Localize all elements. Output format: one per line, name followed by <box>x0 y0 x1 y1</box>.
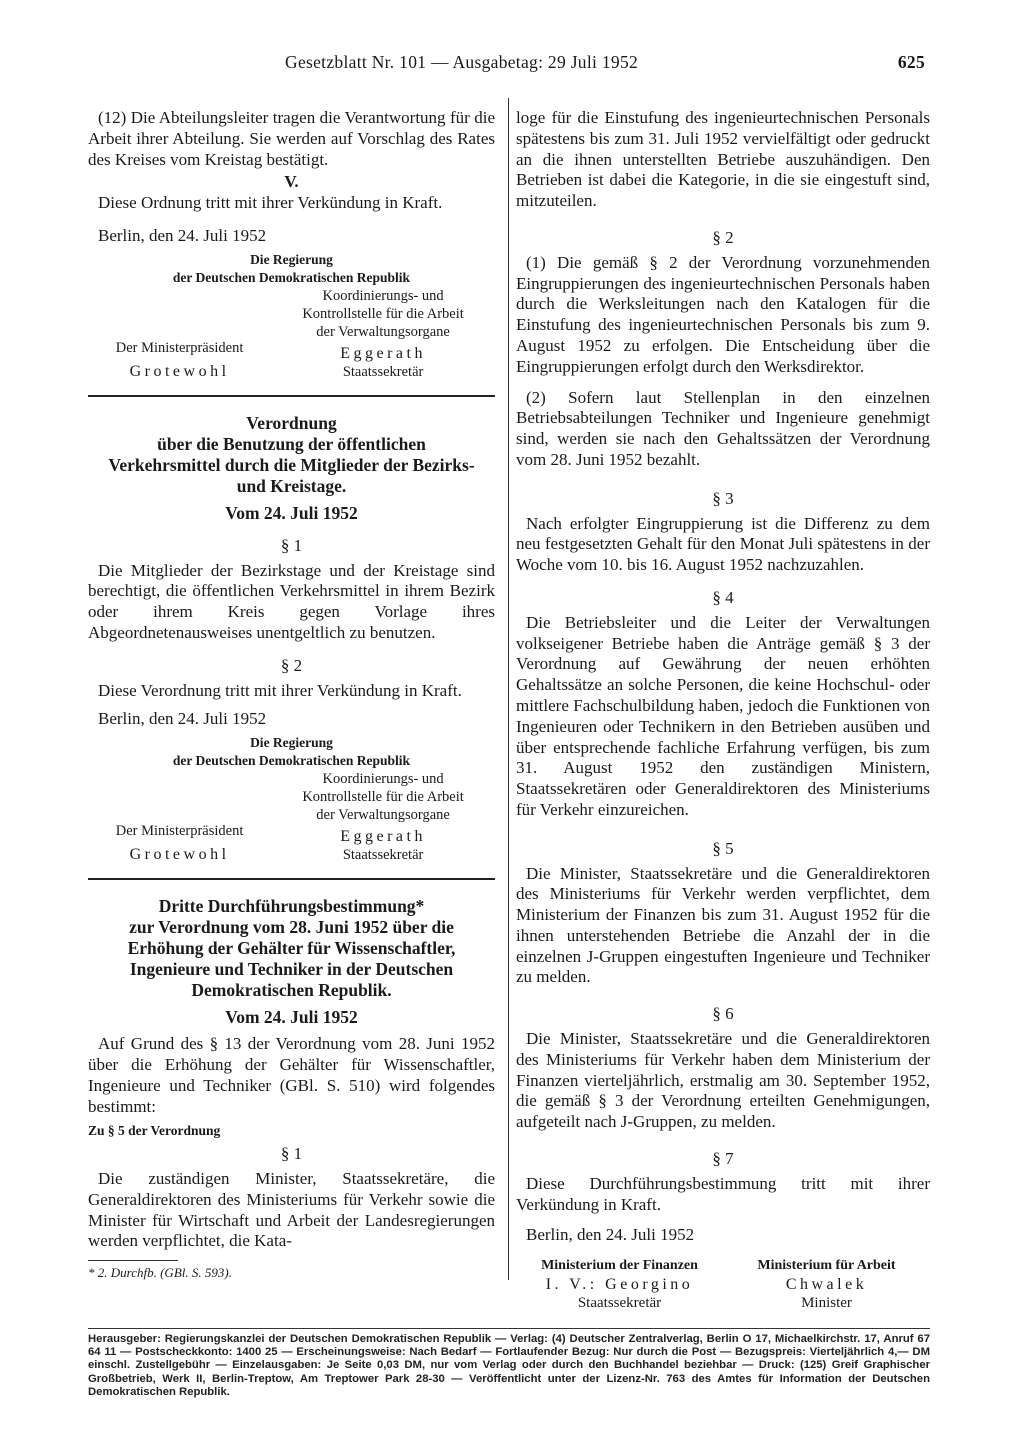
koord-line1: Koordinierungs- und <box>322 287 444 304</box>
s3-label: § 3 <box>712 488 734 508</box>
vo1-place-date: Berlin, den 24. Juli 1952 <box>98 709 267 729</box>
gov-line2: der Deutschen Demokratischen Republik <box>172 753 411 769</box>
vo1-s1-label: § 1 <box>280 535 303 555</box>
s7-text: Diese Durchführungsbestimmung tritt mit ihrer Verkündung in Kraft. <box>516 1173 930 1214</box>
section-v-text: Diese Ordnung tritt mit ihrer Verkündung in Kraft. <box>98 193 443 213</box>
ss-title: Staatssekretär <box>342 363 424 380</box>
koord-line1: Koordinierungs- und <box>322 771 444 788</box>
s4-label: § 4 <box>712 587 734 607</box>
ss-title: Staatssekretär <box>342 847 424 864</box>
db-s1-text: Die zuständigen Minister, Staatssekretäre, die Generaldirektoren des Ministeriums für Verkehr sowie die Minister für Wirtschaft und Arbeit der Landesregierungen werden verpflichtet, die Kata- <box>88 1168 495 1251</box>
vo1-date: Vom 24. Juli 1952 <box>225 502 358 523</box>
signature-block-1 <box>88 251 495 381</box>
place-date-right: Berlin, den 24. Juli 1952 <box>526 1225 695 1245</box>
vo1-s2-label: § 2 <box>280 655 303 675</box>
ministry-labor-role: Minister <box>801 1295 852 1312</box>
left-column <box>88 108 495 1284</box>
page-header <box>285 52 925 73</box>
db-s1-label: § 1 <box>280 1144 303 1164</box>
gov-line1: Die Regierung <box>250 735 333 751</box>
db-title-l1: Dritte Durchführungsbestimmung* <box>158 896 425 917</box>
ministry-signatures <box>516 1256 930 1313</box>
ministry-finance-title: Ministerium der Finanzen <box>541 1258 698 1274</box>
koord-line2: Kontrollstelle für die Arbeit <box>302 305 464 322</box>
koord-line2: Kontrollstelle für die Arbeit <box>302 789 464 806</box>
mp-name: Grotewohl <box>129 846 230 864</box>
continuation-text: loge für die Einstufung des ingenieurtechnischen Personals spätestens bis zum 31. Juli 1952 vervielfältigt oder gedruckt an die ihnen unterstellten Betriebe auszuhändigen. Den Betrieben ist dabei die Kategorie, in die sie eingestuft sind, mitzuteilen. <box>516 108 930 211</box>
mp-name: Grotewohl <box>129 362 230 380</box>
page-number: 625 <box>897 52 925 72</box>
mp-title: Der Ministerpräsident <box>115 823 244 840</box>
s6-text: Die Minister, Staatssekretäre und die Generaldirektoren des Ministeriums für Verkehr haben dem Ministerium der Finanzen vierteljährlich, erstmalig am 30. September 1952, die gemäß § 3 der Verordnung erteilten Genehmigungen, aufgeteilt nach J-Gruppen, zu melden. <box>516 1029 930 1132</box>
separator-rule-2 <box>88 878 495 880</box>
place-date-1: Berlin, den 24. Juli 1952 <box>98 225 267 245</box>
s4-text: Die Betriebsleiter und die Leiter der Verwaltungen volkseigener Betriebe haben die Anträge gemäß § 3 der Verordnung auf Gewährung der neuen erhöhten Gehaltssätze an solche Personen, die keine Hochschul- oder mittlere Fachschulbildung haben, jedoch die Funktionen von Ingenieuren oder Technikern in den Betrieben ausüben und über entsprechende fachliche Erfahrung verfügen, bis zum 31. August 1952 den zuständigen Ministern, Staatssekretären oder Generaldirektoren des Ministeriums für Verkehr einzureichen. <box>516 612 930 819</box>
s2-label: § 2 <box>712 227 734 247</box>
s2-paragraph-1: (1) Die gemäß § 2 der Verordnung vorzunehmenden Eingruppierungen des ingenieurtechnischen Personals haben durch die Werksleitungen nach den Katalogen für die Einstufung des ingenieurtechnischen Personals bis zum 9. August 1952 zu erfolgen. Die Entscheidung über die Eingruppierungen erfolgt durch den Werksdirektor. <box>516 252 930 376</box>
vo1-s2-text: Diese Verordnung tritt mit ihrer Verkündung in Kraft. <box>98 680 462 700</box>
db-zu-label: Zu § 5 der Verordnung <box>88 1123 221 1139</box>
right-column <box>516 108 930 1313</box>
footnote: * 2. Durchfb. (GBl. S. 593). <box>88 1260 178 1284</box>
ss-name: Eggerath <box>340 344 426 362</box>
gov-line1: Die Regierung <box>250 251 333 267</box>
ministry-labor-name: Chwalek <box>785 1276 868 1294</box>
db-title-l2: zur Verordnung vom 28. Juni 1952 über die Erhöhung der Gehälter für Wissenschaftler, Ingenieure und Techniker in der Deutschen Demokratischen Republik. <box>127 917 456 1001</box>
vo1-s1-text: Die Mitglieder der Bezirkstage und der Kreistage sind berechtigt, die öffentlichen Verkehrsmittel in ihrem Bezirk oder ihrem Kreis gegen Vorlage ihres Abgeordnetenausweises unentgeltlich zu benutzen. <box>88 560 495 642</box>
db-intro: Auf Grund des § 13 der Verordnung vom 28. Juni 1952 über die Erhöhung der Gehälter für Wissenschaftler, Ingenieure und Techniker (GBl. S. 510) wird folgendes bestimmt: <box>88 1034 495 1116</box>
ss-name: Eggerath <box>340 828 426 846</box>
column-divider <box>508 98 509 1280</box>
signature-block-2 <box>88 734 495 864</box>
ministry-finance-role: Staatssekretär <box>577 1295 662 1312</box>
koord-line3: der Verwaltungsorgane <box>316 807 450 824</box>
imprint-footer: Herausgeber: Regierungskanzlei der Deutschen Demokratischen Republik — Verlag: (4) Deutscher Zentralverlag, Berlin O 17, Michaelkirchstr. 17, Anruf 67 64 11 — Postscheckkonto: 1400 25 — Erscheinungsweise: Nach Bedarf — Fortlaufender Bezug: Nur durch die Post — Bezugspreis: Vierteljährlich 4,— DM einschl. Zustellgebühr — Einzelausgaben: Je Seite 0,03 DM, nur vom Verlag oder durch den Buchhandel beziehbar — Druck: (125) Greif Graphischer Großbetrieb, Werk II, Berlin-Treptow, Am Treptower Park 28-30 — Veröffentlicht unter der Lizenz-Nr. 763 des Amtes für Information der Deutschen Demokratischen Republik. <box>88 1328 930 1399</box>
s5-text: Die Minister, Staatssekretäre und die Generaldirektoren des Ministeriums für Verkehr werden verpflichtet, dem Ministerium der Finanzen bis zum 31. August 1952 für die ihnen unterstehenden Betriebe die Anzahl der in die einzelnen J-Gruppen eingestuften Ingenieure und Techniker zu melden. <box>516 863 930 987</box>
vo1-title-l2: über die Benutzung der öffentlichen Verkehrsmittel durch die Mitglieder der Bezirks- und Kreistage. <box>108 433 475 496</box>
section-v-label: V. <box>284 172 299 192</box>
db-date: Vom 24. Juli 1952 <box>225 1007 358 1028</box>
separator-rule-1 <box>88 395 495 397</box>
ministry-labor <box>723 1256 930 1313</box>
mp-title: Der Ministerpräsident <box>115 339 244 356</box>
s3-text: Nach erfolgter Eingruppierung ist die Differenz zu dem neu festgesetzten Gehalt für den Monat Juli spätestens in der Woche vom 10. bis 16. August 1952 nachzuzahlen. <box>516 513 930 575</box>
page-header-title: Gesetzblatt Nr. 101 — Ausgabetag: 29 Juli 1952 <box>285 52 639 72</box>
gov-line2: der Deutschen Demokratischen Republik <box>172 269 411 285</box>
s7-label: § 7 <box>712 1149 734 1169</box>
ministry-finance <box>516 1256 723 1313</box>
ministry-labor-title: Ministerium für Arbeit <box>757 1258 896 1274</box>
paragraph-12: (12) Die Abteilungsleiter tragen die Verantwortung für die Arbeit ihrer Abteilung. Sie werden auf Vorschlag des Rates des Kreises vom Kreistag bestätigt. <box>88 108 495 169</box>
s5-label: § 5 <box>712 838 734 858</box>
s2-paragraph-2: (2) Sofern laut Stellenplan in den einzelnen Betriebsabteilungen Techniker und Ingenieure genehmigt sind, werden sie nach den Gehaltssätzen der Verordnung vom 28. Juni 1952 bezahlt. <box>516 387 930 469</box>
vo1-title-l1: Verordnung <box>246 412 337 433</box>
s6-label: § 6 <box>712 1004 734 1024</box>
koord-line3: der Verwaltungsorgane <box>316 323 450 340</box>
ministry-finance-name: I. V.: Georgino <box>545 1276 694 1294</box>
